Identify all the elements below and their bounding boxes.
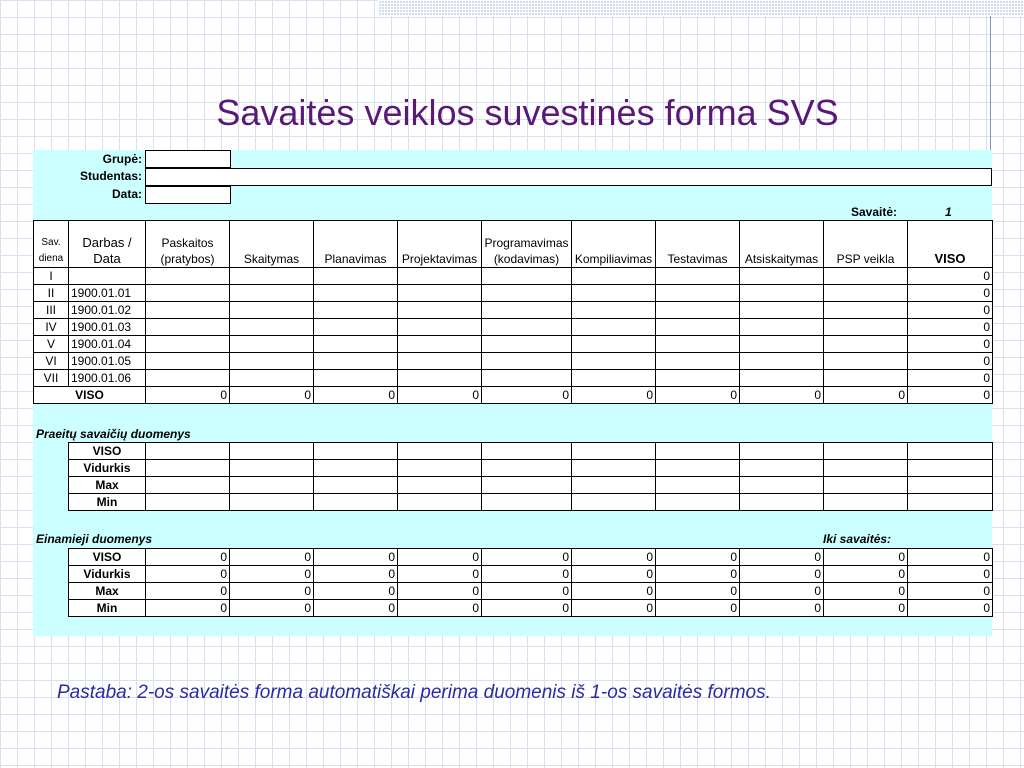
sum-value-cell: 0 [656, 387, 740, 404]
activity-input-cell[interactable] [824, 285, 908, 302]
table-row [34, 302, 993, 319]
activity-input-cell[interactable] [572, 302, 656, 319]
activity-column-header [482, 221, 572, 268]
sum-row-label: VISO [34, 387, 146, 404]
activity-input-cell[interactable] [146, 302, 230, 319]
current-value-cell: 0 [314, 549, 398, 566]
current-value-cell: 0 [824, 583, 908, 600]
activity-column-header [146, 221, 230, 268]
current-value-cell: 0 [824, 549, 908, 566]
activity-input-cell[interactable] [482, 353, 572, 370]
current-value-cell: 0 [908, 549, 993, 566]
current-row-label: Vidurkis [69, 566, 146, 583]
activity-header-line2: (kodavimas) [493, 252, 560, 266]
previous-value-cell[interactable] [740, 494, 824, 511]
activity-input-cell[interactable] [482, 319, 572, 336]
activity-input-cell[interactable] [314, 319, 398, 336]
previous-row-label: Vidurkis [69, 460, 146, 477]
current-value-cell: 0 [314, 566, 398, 583]
current-value-cell: 0 [740, 583, 824, 600]
activity-input-cell[interactable] [398, 319, 482, 336]
current-value-cell: 0 [572, 583, 656, 600]
table-header-row [34, 221, 993, 268]
previous-value-cell[interactable] [146, 460, 230, 477]
activity-input-cell[interactable] [740, 336, 824, 353]
activity-input-cell[interactable] [656, 268, 740, 285]
activity-input-cell[interactable] [314, 353, 398, 370]
activity-input-cell[interactable] [146, 319, 230, 336]
current-value-cell: 0 [482, 600, 572, 617]
current-row [69, 566, 993, 583]
activity-input-cell[interactable] [740, 370, 824, 387]
previous-row-label: Min [69, 494, 146, 511]
day-cell: IV [34, 319, 69, 336]
current-row [69, 583, 993, 600]
date-field[interactable] [145, 186, 231, 204]
current-value-cell: 0 [740, 600, 824, 617]
previous-value-cell[interactable] [398, 494, 482, 511]
date-cell[interactable] [69, 268, 146, 285]
activity-input-cell[interactable] [146, 336, 230, 353]
sum-value-cell: 0 [314, 387, 398, 404]
previous-value-cell[interactable] [230, 477, 314, 494]
previous-value-cell[interactable] [824, 443, 908, 460]
current-value-cell: 0 [740, 549, 824, 566]
page-title: Savaitės veiklos suvestinės forma SVS [216, 92, 839, 133]
activity-input-cell[interactable] [572, 319, 656, 336]
current-value-cell: 0 [656, 583, 740, 600]
current-value-cell: 0 [572, 566, 656, 583]
day-cell: III [34, 302, 69, 319]
current-value-cell: 0 [656, 549, 740, 566]
activity-input-cell[interactable] [314, 268, 398, 285]
activity-header-line1: Projektavimas [401, 252, 478, 266]
previous-row [69, 443, 993, 460]
table-row [34, 336, 993, 353]
activity-input-cell[interactable] [230, 302, 314, 319]
previous-weeks-table [68, 442, 993, 511]
activity-input-cell[interactable] [482, 302, 572, 319]
activity-input-cell[interactable] [230, 336, 314, 353]
day-column-header [34, 221, 69, 268]
day-header-line2: diena [38, 253, 64, 264]
previous-value-cell[interactable] [572, 494, 656, 511]
date-label: Data: [111, 187, 142, 201]
previous-value-cell[interactable] [146, 477, 230, 494]
current-value-cell: 0 [398, 566, 482, 583]
previous-value-cell[interactable] [824, 460, 908, 477]
table-row [34, 370, 993, 387]
week-value: 1 [945, 205, 952, 219]
table-row [34, 285, 993, 302]
current-value-cell: 0 [230, 549, 314, 566]
previous-value-cell[interactable] [398, 443, 482, 460]
activity-column-header [740, 221, 824, 268]
date-cell[interactable]: 1900.01.02 [69, 302, 146, 319]
activity-column-header [230, 221, 314, 268]
previous-value-cell[interactable] [230, 460, 314, 477]
previous-value-cell[interactable] [908, 494, 993, 511]
group-field[interactable] [145, 150, 231, 168]
week-label: Savaitė: [851, 205, 898, 219]
date-column-header [69, 221, 146, 268]
previous-value-cell[interactable] [572, 443, 656, 460]
activity-input-cell[interactable] [740, 319, 824, 336]
previous-value-cell[interactable] [656, 443, 740, 460]
previous-value-cell[interactable] [824, 494, 908, 511]
current-value-cell: 0 [824, 600, 908, 617]
previous-value-cell[interactable] [908, 460, 993, 477]
activity-input-cell[interactable] [398, 336, 482, 353]
activity-input-cell[interactable] [230, 319, 314, 336]
previous-value-cell[interactable] [482, 460, 572, 477]
previous-row-label: VISO [69, 443, 146, 460]
activity-input-cell[interactable] [740, 285, 824, 302]
activity-input-cell[interactable] [740, 268, 824, 285]
previous-value-cell[interactable] [740, 443, 824, 460]
activity-header-line1: Skaitymas [243, 252, 300, 266]
previous-value-cell[interactable] [740, 477, 824, 494]
current-data-table [68, 548, 993, 617]
activity-input-cell[interactable] [824, 268, 908, 285]
activity-input-cell[interactable] [572, 353, 656, 370]
weekly-activity-table [33, 220, 993, 404]
activity-column-header [656, 221, 740, 268]
previous-value-cell[interactable] [572, 477, 656, 494]
sum-value-cell: 0 [908, 387, 993, 404]
previous-value-cell[interactable] [314, 443, 398, 460]
activity-input-cell[interactable] [398, 285, 482, 302]
date-header-line2: Data [93, 251, 121, 266]
activity-input-cell[interactable] [482, 285, 572, 302]
activity-input-cell[interactable] [824, 353, 908, 370]
sum-value-cell: 0 [398, 387, 482, 404]
previous-value-cell[interactable] [482, 494, 572, 511]
student-label: Studentas: [79, 169, 142, 183]
day-cell: I [34, 268, 69, 285]
day-header-line1: Sav. [41, 237, 61, 248]
previous-value-cell[interactable] [908, 477, 993, 494]
current-value-cell: 0 [146, 566, 230, 583]
activity-input-cell[interactable] [572, 336, 656, 353]
activity-header-line2: (pratybos) [160, 252, 215, 266]
until-week-label: Iki savaitės: [823, 532, 892, 546]
current-value-cell: 0 [572, 549, 656, 566]
activity-input-cell[interactable] [230, 285, 314, 302]
table-row [34, 319, 993, 336]
activity-input-cell[interactable] [656, 319, 740, 336]
date-cell[interactable]: 1900.01.03 [69, 319, 146, 336]
row-total-cell: 0 [908, 336, 993, 353]
current-value-cell: 0 [230, 583, 314, 600]
activity-input-cell[interactable] [314, 285, 398, 302]
current-value-cell: 0 [656, 566, 740, 583]
activity-header-line1: Kompiliavimas [574, 252, 653, 266]
current-value-cell: 0 [146, 600, 230, 617]
activity-input-cell[interactable] [656, 336, 740, 353]
activity-column-header [398, 221, 482, 268]
activity-input-cell[interactable] [146, 353, 230, 370]
sum-row [34, 387, 993, 404]
previous-value-cell[interactable] [740, 460, 824, 477]
activity-input-cell[interactable] [656, 370, 740, 387]
previous-value-cell[interactable] [314, 477, 398, 494]
date-cell[interactable]: 1900.01.05 [69, 353, 146, 370]
row-total-cell: 0 [908, 302, 993, 319]
row-total-cell: 0 [908, 319, 993, 336]
activity-input-cell[interactable] [656, 353, 740, 370]
previous-row-label: Max [69, 477, 146, 494]
activity-input-cell[interactable] [824, 336, 908, 353]
day-cell: VII [34, 370, 69, 387]
current-value-cell: 0 [908, 600, 993, 617]
activity-input-cell[interactable] [230, 370, 314, 387]
current-value-cell: 0 [230, 566, 314, 583]
activity-input-cell[interactable] [398, 353, 482, 370]
activity-input-cell[interactable] [146, 285, 230, 302]
current-value-cell: 0 [398, 549, 482, 566]
activity-input-cell[interactable] [740, 353, 824, 370]
previous-value-cell[interactable] [146, 494, 230, 511]
sum-value-cell: 0 [230, 387, 314, 404]
activity-header-line1: Planavimas [324, 252, 387, 266]
activity-input-cell[interactable] [572, 285, 656, 302]
activity-column-header [314, 221, 398, 268]
current-value-cell: 0 [482, 566, 572, 583]
current-data-heading: Einamieji duomenys [36, 532, 153, 546]
previous-row [69, 477, 993, 494]
current-row [69, 600, 993, 617]
activity-header-line1: Programavimas [484, 236, 569, 250]
previous-value-cell[interactable] [482, 477, 572, 494]
activity-input-cell[interactable] [482, 268, 572, 285]
current-row [69, 549, 993, 566]
previous-value-cell[interactable] [230, 443, 314, 460]
previous-value-cell[interactable] [314, 494, 398, 511]
current-value-cell: 0 [908, 583, 993, 600]
activity-input-cell[interactable] [230, 353, 314, 370]
footnote: Pastaba: 2-os savaitės forma automatiškai perima duomenis iš 1-os savaitės formos. [57, 682, 771, 703]
previous-row [69, 494, 993, 511]
activity-input-cell[interactable] [824, 370, 908, 387]
previous-value-cell[interactable] [656, 460, 740, 477]
activity-input-cell[interactable] [482, 336, 572, 353]
current-value-cell: 0 [908, 566, 993, 583]
current-value-cell: 0 [398, 583, 482, 600]
activity-column-header [824, 221, 908, 268]
activity-input-cell[interactable] [314, 370, 398, 387]
top-decor-band [378, 0, 1024, 16]
current-value-cell: 0 [230, 600, 314, 617]
previous-value-cell[interactable] [908, 443, 993, 460]
activity-input-cell[interactable] [146, 268, 230, 285]
activity-input-cell[interactable] [572, 370, 656, 387]
activity-input-cell[interactable] [656, 285, 740, 302]
previous-value-cell[interactable] [824, 477, 908, 494]
previous-value-cell[interactable] [482, 443, 572, 460]
date-header-line1: Darbas / [82, 235, 132, 250]
table-row [34, 268, 993, 285]
sum-value-cell: 0 [482, 387, 572, 404]
activity-input-cell[interactable] [572, 268, 656, 285]
activity-input-cell[interactable] [824, 319, 908, 336]
current-value-cell: 0 [146, 583, 230, 600]
activity-input-cell[interactable] [740, 302, 824, 319]
current-row-label: Min [69, 600, 146, 617]
current-row-label: VISO [69, 549, 146, 566]
activity-input-cell[interactable] [398, 268, 482, 285]
date-cell[interactable]: 1900.01.06 [69, 370, 146, 387]
activity-input-cell[interactable] [314, 336, 398, 353]
activity-input-cell[interactable] [398, 370, 482, 387]
activity-input-cell[interactable] [146, 370, 230, 387]
current-value-cell: 0 [824, 566, 908, 583]
current-value-cell: 0 [740, 566, 824, 583]
row-total-cell: 0 [908, 353, 993, 370]
sum-value-cell: 0 [740, 387, 824, 404]
day-cell: V [34, 336, 69, 353]
previous-row [69, 460, 993, 477]
sum-value-cell: 0 [824, 387, 908, 404]
date-cell[interactable]: 1900.01.04 [69, 336, 146, 353]
sum-value-cell: 0 [146, 387, 230, 404]
previous-value-cell[interactable] [230, 494, 314, 511]
activity-column-header [572, 221, 656, 268]
activity-input-cell[interactable] [656, 302, 740, 319]
previous-weeks-heading: Praeitų savaičių duomenys [36, 427, 191, 441]
activity-input-cell[interactable] [482, 370, 572, 387]
activity-header-line1: Atsiskaitymas [744, 252, 819, 266]
row-total-cell: 0 [908, 370, 993, 387]
activity-header-line1: Paskaitos [161, 236, 214, 250]
previous-value-cell[interactable] [398, 477, 482, 494]
day-cell: II [34, 285, 69, 302]
activity-input-cell[interactable] [398, 302, 482, 319]
table-row [34, 353, 993, 370]
activity-input-cell[interactable] [230, 268, 314, 285]
day-cell: VI [34, 353, 69, 370]
previous-value-cell[interactable] [314, 460, 398, 477]
spreadsheet-area [33, 150, 992, 636]
current-value-cell: 0 [398, 600, 482, 617]
row-total-cell: 0 [908, 268, 993, 285]
previous-value-cell[interactable] [146, 443, 230, 460]
activity-input-cell[interactable] [314, 302, 398, 319]
current-value-cell: 0 [572, 600, 656, 617]
current-row-label: Max [69, 583, 146, 600]
date-cell[interactable]: 1900.01.01 [69, 285, 146, 302]
sum-value-cell: 0 [572, 387, 656, 404]
activity-input-cell[interactable] [824, 302, 908, 319]
previous-value-cell[interactable] [398, 460, 482, 477]
current-value-cell: 0 [314, 600, 398, 617]
student-field[interactable] [145, 168, 992, 186]
previous-value-cell[interactable] [656, 494, 740, 511]
previous-value-cell[interactable] [572, 460, 656, 477]
row-total-cell: 0 [908, 285, 993, 302]
activity-header-line1: Testavimas [667, 252, 728, 266]
group-label: Grupė: [102, 152, 142, 166]
previous-value-cell[interactable] [656, 477, 740, 494]
current-value-cell: 0 [482, 583, 572, 600]
current-value-cell: 0 [314, 583, 398, 600]
current-value-cell: 0 [482, 549, 572, 566]
total-column-header: VISO [908, 221, 993, 268]
current-value-cell: 0 [146, 549, 230, 566]
current-value-cell: 0 [656, 600, 740, 617]
activity-header-line1: PSP veikla [836, 252, 895, 266]
